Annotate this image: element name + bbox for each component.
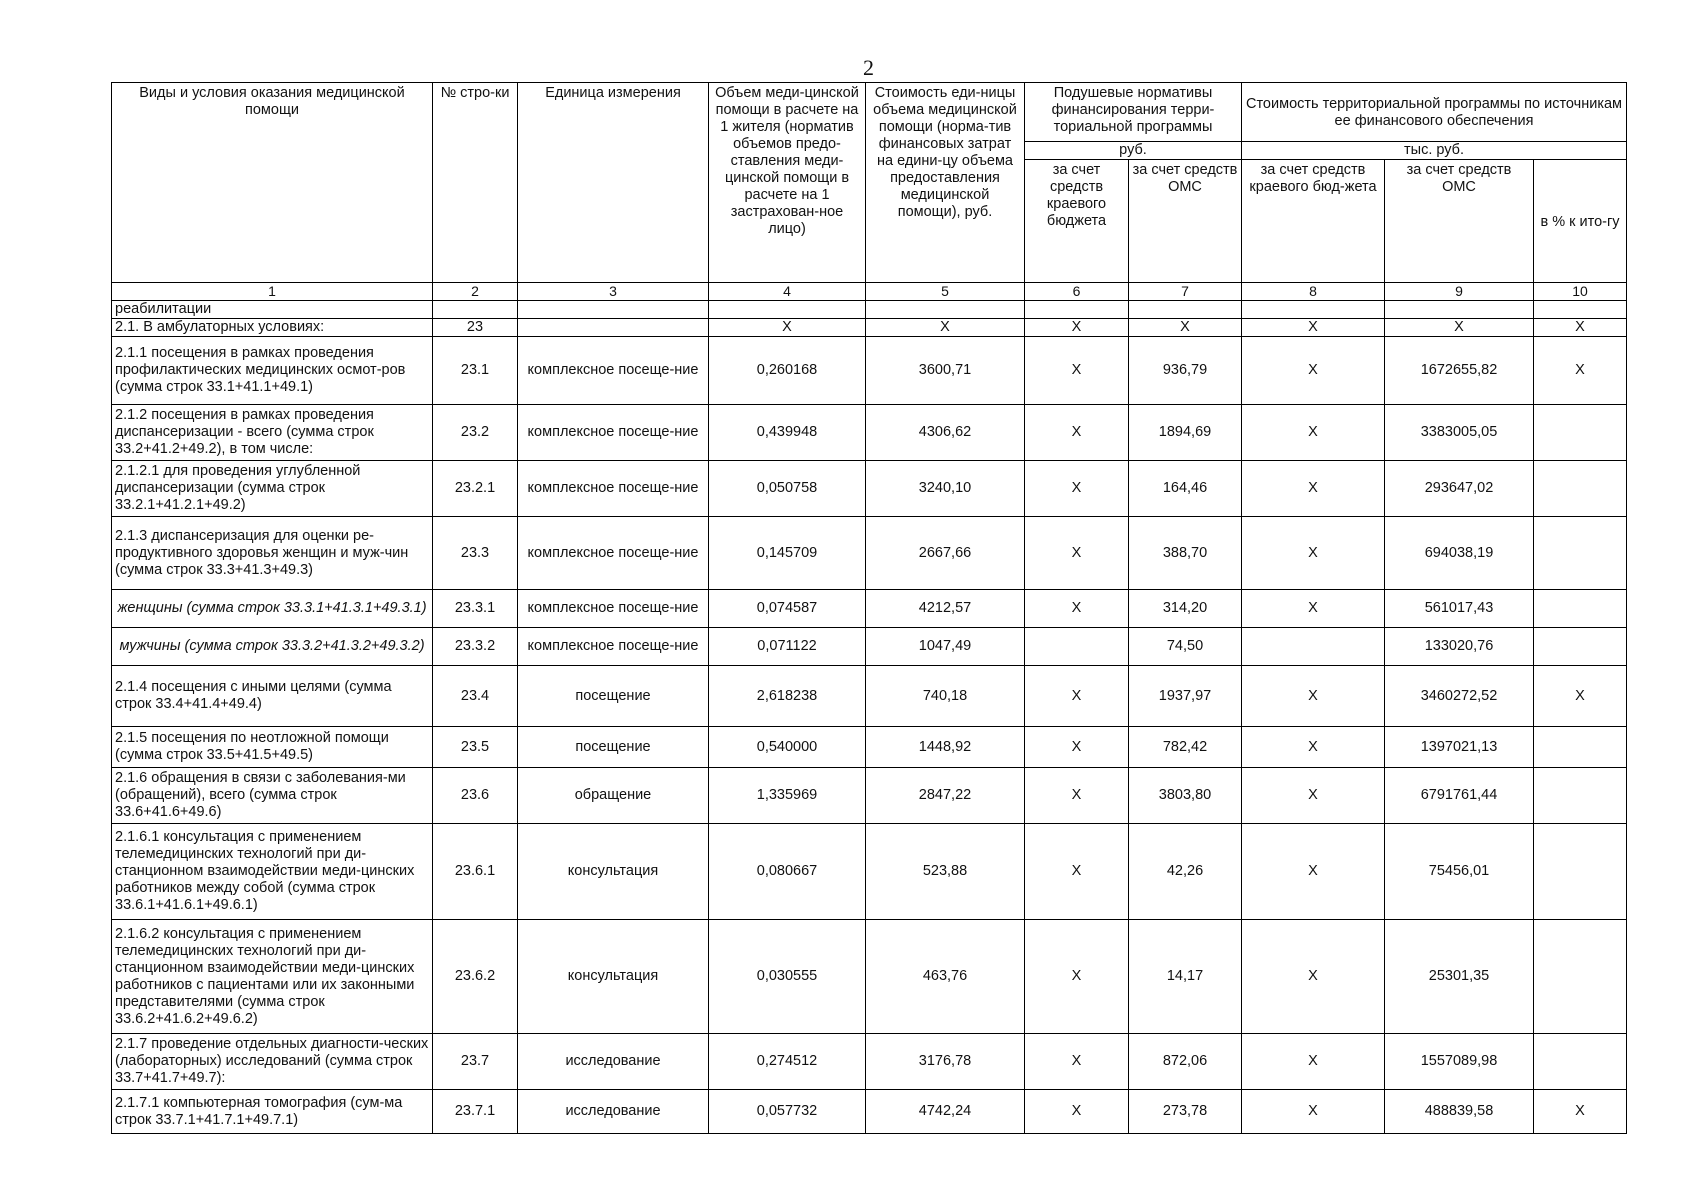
oms-cell: [1129, 301, 1242, 319]
unit-cell: исследование: [518, 1090, 709, 1134]
table-row: [112, 768, 1627, 824]
unit-cell: комплексное посеще-ние: [518, 517, 709, 590]
volume-cell: 0,030555: [709, 920, 866, 1034]
column-index: 10: [1534, 283, 1627, 301]
unit-cost-cell: 523,88: [866, 824, 1025, 920]
column-index: 7: [1129, 283, 1242, 301]
unit-cell: комплексное посеще-ние: [518, 461, 709, 517]
oms-cell: 782,42: [1129, 727, 1242, 768]
unit-cost-cell: 4306,62: [866, 405, 1025, 461]
regional-budget-cell: Х: [1025, 727, 1129, 768]
program-oms-cell: 1672655,82: [1385, 337, 1534, 405]
percent-cell: Х: [1534, 337, 1627, 405]
unit-cost-cell: 2847,22: [866, 768, 1025, 824]
care-type-cell: 2.1.2 посещения в рамках проведения диспансеризации - всего (сумма строк 33.2+41.2+49.2), в том числе:: [112, 405, 433, 461]
program-oms-cell: 3460272,52: [1385, 666, 1534, 727]
regional-budget-cell: Х: [1025, 920, 1129, 1034]
program-oms-cell: 293647,02: [1385, 461, 1534, 517]
care-type-cell: 2.1.2.1 для проведения углубленной диспансеризации (сумма строк 33.2.1+41.2.1+49.2): [112, 461, 433, 517]
volume-cell: [709, 301, 866, 319]
care-type-cell: 2.1.6 обращения в связи с заболевания-ми (обращений), всего (сумма строк 33.6+41.6+49.6): [112, 768, 433, 824]
percent-cell: Х: [1534, 1090, 1627, 1134]
unit-cost-cell: 3600,71: [866, 337, 1025, 405]
care-type-cell: женщины (сумма строк 33.3.1+41.3.1+49.3.1): [112, 590, 433, 628]
unit-cost-cell: Х: [866, 319, 1025, 337]
care-type-cell: 2.1.6.2 консультация с применением телемедицинских технологий при ди-станционном взаимодействии меди-цинских работников с пациентами или их законными представителями (сумма строк 33.6.2+41.6.2+49.6.2): [112, 920, 433, 1034]
header-unit-cost: Стоимость еди-ницы объема медицинской помощи (норма-тив финансовых затрат на едини-цу объема предоставления медицинской помощи), руб.: [866, 83, 1025, 283]
column-index: 3: [518, 283, 709, 301]
column-index: 9: [1385, 283, 1534, 301]
program-regional-budget-cell: Х: [1242, 727, 1385, 768]
oms-cell: Х: [1129, 319, 1242, 337]
unit-cost-cell: 463,76: [866, 920, 1025, 1034]
program-oms-cell: 694038,19: [1385, 517, 1534, 590]
regional-budget-cell: [1025, 301, 1129, 319]
care-type-cell: 2.1.4 посещения с иными целями (сумма строк 33.4+41.4+49.4): [112, 666, 433, 727]
column-index: 1: [112, 283, 433, 301]
unit-cost-cell: 2667,66: [866, 517, 1025, 590]
oms-cell: 14,17: [1129, 920, 1242, 1034]
program-regional-budget-cell: Х: [1242, 1090, 1385, 1134]
header-per-capita-group: Подушевые нормативы финансирования терри-ториальной программы: [1025, 83, 1242, 142]
program-regional-budget-cell: Х: [1242, 824, 1385, 920]
program-regional-budget-cell: Х: [1242, 319, 1385, 337]
volume-cell: 0,071122: [709, 628, 866, 666]
line-number-cell: 23.3.2: [433, 628, 518, 666]
volume-cell: 0,145709: [709, 517, 866, 590]
unit-cost-cell: 740,18: [866, 666, 1025, 727]
care-type-cell: 2.1.7 проведение отдельных диагности-ческих (лабораторных) исследований (сумма строк 33.7+41.7+49.7):: [112, 1034, 433, 1090]
regional-budget-cell: Х: [1025, 1090, 1129, 1134]
oms-cell: 314,20: [1129, 590, 1242, 628]
unit-cell: комплексное посеще-ние: [518, 405, 709, 461]
care-type-cell: 2.1.5 посещения по неотложной помощи (сумма строк 33.5+41.5+49.5): [112, 727, 433, 768]
regional-budget-cell: Х: [1025, 319, 1129, 337]
care-type-cell: 2.1.7.1 компьютерная томография (сум-ма строк 33.7.1+41.7.1+49.7.1): [112, 1090, 433, 1134]
program-oms-cell: Х: [1385, 319, 1534, 337]
unit-cell: обращение: [518, 768, 709, 824]
line-number-cell: 23.7.1: [433, 1090, 518, 1134]
header-regional-budget: за счет средств краевого бюджета: [1025, 160, 1129, 283]
program-regional-budget-cell: Х: [1242, 768, 1385, 824]
regional-budget-cell: Х: [1025, 337, 1129, 405]
column-index: 8: [1242, 283, 1385, 301]
regional-budget-cell: Х: [1025, 461, 1129, 517]
regional-budget-cell: Х: [1025, 590, 1129, 628]
line-number-cell: 23.7: [433, 1034, 518, 1090]
table-row: [112, 628, 1627, 666]
program-oms-cell: 75456,01: [1385, 824, 1534, 920]
header-unit-thousand-rub: тыс. руб.: [1242, 142, 1627, 160]
unit-cell: [518, 301, 709, 319]
volume-cell: 0,057732: [709, 1090, 866, 1134]
regional-budget-cell: Х: [1025, 1034, 1129, 1090]
regional-budget-cell: Х: [1025, 405, 1129, 461]
column-index: 5: [866, 283, 1025, 301]
unit-cell: посещение: [518, 727, 709, 768]
program-oms-cell: 1397021,13: [1385, 727, 1534, 768]
percent-cell: [1534, 1034, 1627, 1090]
program-oms-cell: 3383005,05: [1385, 405, 1534, 461]
care-type-cell: 2.1.1 посещения в рамках проведения профилактических медицинских осмот-ров (сумма строк 33.1+41.1+49.1): [112, 337, 433, 405]
unit-cost-cell: 4212,57: [866, 590, 1025, 628]
header-program-regional-budget: за счет средств краевого бюд-жета: [1242, 160, 1385, 283]
table-row: [112, 590, 1627, 628]
table-row: [112, 1034, 1627, 1090]
table-row: [112, 1090, 1627, 1134]
line-number-cell: 23.5: [433, 727, 518, 768]
table-row: [112, 517, 1627, 590]
unit-cell: посещение: [518, 666, 709, 727]
unit-cell: исследование: [518, 1034, 709, 1090]
header-line-number: № стро-ки: [433, 83, 518, 283]
header-program-oms: за счет средств ОМС: [1385, 160, 1534, 283]
volume-cell: 0,274512: [709, 1034, 866, 1090]
table-row: [112, 461, 1627, 517]
line-number-cell: 23.3: [433, 517, 518, 590]
percent-cell: Х: [1534, 319, 1627, 337]
table-row: [112, 920, 1627, 1034]
line-number-cell: 23.1: [433, 337, 518, 405]
page-number: 2: [863, 55, 874, 80]
unit-cell: комплексное посеще-ние: [518, 628, 709, 666]
program-oms-cell: 561017,43: [1385, 590, 1534, 628]
percent-cell: [1534, 628, 1627, 666]
regional-budget-cell: Х: [1025, 517, 1129, 590]
oms-cell: 42,26: [1129, 824, 1242, 920]
oms-cell: 1894,69: [1129, 405, 1242, 461]
volume-cell: 1,335969: [709, 768, 866, 824]
volume-cell: 2,618238: [709, 666, 866, 727]
table-header: [112, 83, 1627, 301]
unit-cell: консультация: [518, 920, 709, 1034]
program-regional-budget-cell: Х: [1242, 405, 1385, 461]
percent-cell: [1534, 727, 1627, 768]
program-regional-budget-cell: Х: [1242, 920, 1385, 1034]
unit-cost-cell: 1047,49: [866, 628, 1025, 666]
program-oms-cell: [1385, 301, 1534, 319]
program-regional-budget-cell: [1242, 301, 1385, 319]
header-oms: за счет средств ОМС: [1129, 160, 1242, 283]
program-regional-budget-cell: Х: [1242, 666, 1385, 727]
medical-care-table: [111, 82, 1627, 1134]
table-row: [112, 666, 1627, 727]
oms-cell: 74,50: [1129, 628, 1242, 666]
line-number-cell: 23.4: [433, 666, 518, 727]
column-index: 4: [709, 283, 866, 301]
line-number-cell: 23.2.1: [433, 461, 518, 517]
header-care-type: Виды и условия оказания медицинской помощи: [112, 83, 433, 283]
unit-cost-cell: 4742,24: [866, 1090, 1025, 1134]
program-regional-budget-cell: Х: [1242, 337, 1385, 405]
care-type-cell: мужчины (сумма строк 33.3.2+41.3.2+49.3.2): [112, 628, 433, 666]
percent-cell: [1534, 768, 1627, 824]
program-regional-budget-cell: Х: [1242, 461, 1385, 517]
program-oms-cell: 1557089,98: [1385, 1034, 1534, 1090]
column-index: 6: [1025, 283, 1129, 301]
percent-cell: [1534, 461, 1627, 517]
volume-cell: 0,260168: [709, 337, 866, 405]
percent-cell: Х: [1534, 666, 1627, 727]
column-index: 2: [433, 283, 518, 301]
line-number-cell: 23.3.1: [433, 590, 518, 628]
volume-cell: 0,439948: [709, 405, 866, 461]
program-oms-cell: 488839,58: [1385, 1090, 1534, 1134]
percent-cell: [1534, 824, 1627, 920]
unit-cost-cell: [866, 301, 1025, 319]
percent-cell: [1534, 405, 1627, 461]
line-number-cell: [433, 301, 518, 319]
regional-budget-cell: Х: [1025, 666, 1129, 727]
table-row: [112, 319, 1627, 337]
volume-cell: 0,074587: [709, 590, 866, 628]
header-unit: Единица измерения: [518, 83, 709, 283]
volume-cell: 0,080667: [709, 824, 866, 920]
header-volume: Объем меди-цинской помощи в расчете на 1 жителя (норматив объемов предо-ставления меди-цинской помощи в расчете на 1 застрахован-ное лицо): [709, 83, 866, 283]
unit-cost-cell: 1448,92: [866, 727, 1025, 768]
care-type-cell: 2.1.3 диспансеризация для оценки ре-продуктивного здоровья женщин и муж-чин (сумма строк 33.3+41.3+49.3): [112, 517, 433, 590]
oms-cell: 273,78: [1129, 1090, 1242, 1134]
unit-cell: консультация: [518, 824, 709, 920]
regional-budget-cell: [1025, 628, 1129, 666]
line-number-cell: 23.2: [433, 405, 518, 461]
table-body: [112, 301, 1627, 1134]
volume-cell: 0,540000: [709, 727, 866, 768]
program-regional-budget-cell: Х: [1242, 517, 1385, 590]
line-number-cell: 23.6.1: [433, 824, 518, 920]
header-unit-rub: руб.: [1025, 142, 1242, 160]
header-program-cost-group: Стоимость территориальной программы по источникам ее финансового обеспечения: [1242, 83, 1627, 142]
care-type-cell: 2.1. В амбулаторных условиях:: [112, 319, 433, 337]
line-number-cell: 23.6: [433, 768, 518, 824]
program-regional-budget-cell: Х: [1242, 1034, 1385, 1090]
oms-cell: 388,70: [1129, 517, 1242, 590]
care-type-cell: 2.1.6.1 консультация с применением телемедицинских технологий при ди-станционном взаимодействии меди-цинских работников между собой (сумма строк 33.6.1+41.6.1+49.6.1): [112, 824, 433, 920]
percent-cell: [1534, 590, 1627, 628]
percent-cell: [1534, 920, 1627, 1034]
column-index-row: [112, 283, 1627, 301]
program-regional-budget-cell: Х: [1242, 590, 1385, 628]
program-oms-cell: 133020,76: [1385, 628, 1534, 666]
program-oms-cell: 6791761,44: [1385, 768, 1534, 824]
regional-budget-cell: Х: [1025, 768, 1129, 824]
header-percent-total: в % к ито-гу: [1534, 160, 1627, 283]
unit-cost-cell: 3176,78: [866, 1034, 1025, 1090]
oms-cell: 872,06: [1129, 1034, 1242, 1090]
table-row: [112, 824, 1627, 920]
line-number-cell: 23.6.2: [433, 920, 518, 1034]
table-row: [112, 405, 1627, 461]
table-row: [112, 337, 1627, 405]
care-type-cell: реабилитации: [112, 301, 433, 319]
line-number-cell: 23: [433, 319, 518, 337]
unit-cost-cell: 3240,10: [866, 461, 1025, 517]
table-row: [112, 301, 1627, 319]
oms-cell: 3803,80: [1129, 768, 1242, 824]
oms-cell: 164,46: [1129, 461, 1242, 517]
regional-budget-cell: Х: [1025, 824, 1129, 920]
unit-cell: комплексное посеще-ние: [518, 590, 709, 628]
oms-cell: 936,79: [1129, 337, 1242, 405]
volume-cell: 0,050758: [709, 461, 866, 517]
unit-cell: комплексное посеще-ние: [518, 337, 709, 405]
volume-cell: Х: [709, 319, 866, 337]
table-row: [112, 727, 1627, 768]
percent-cell: [1534, 517, 1627, 590]
program-oms-cell: 25301,35: [1385, 920, 1534, 1034]
percent-cell: [1534, 301, 1627, 319]
oms-cell: 1937,97: [1129, 666, 1242, 727]
unit-cell: [518, 319, 709, 337]
program-regional-budget-cell: [1242, 628, 1385, 666]
